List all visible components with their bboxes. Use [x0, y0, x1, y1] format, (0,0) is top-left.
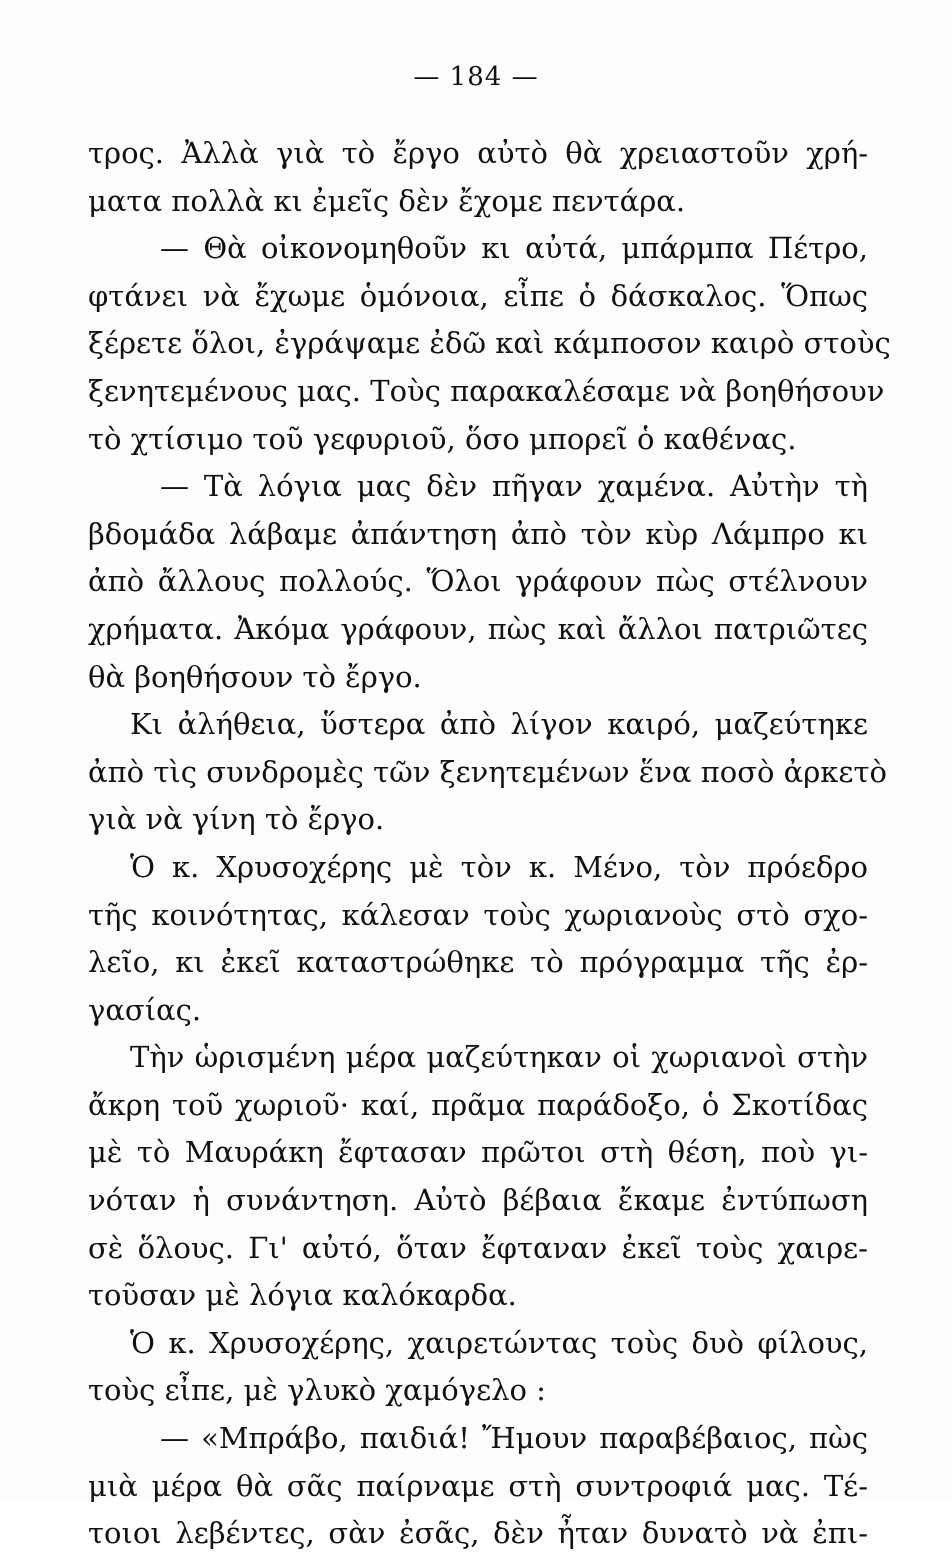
text-line: τὸ χτίσιμο τοῦ γεφυριοῦ, ὅσο μπορεῖ ὁ καθένας.	[88, 421, 797, 456]
text-line: φτάνει νὰ ἔχωμε ὁμόνοια, εἶπε ὁ δάσκαλος. Ὅπως	[88, 278, 868, 313]
text-line: ξέρετε ὅλοι, ἐγράψαμε ἐδῶ καὶ κάμποσον καιρὸ στοὺς	[88, 326, 891, 361]
text-line: γιὰ νὰ γίνη τὸ ἔργο.	[88, 802, 385, 837]
text-line: μιὰ μέρα θὰ σᾶς παίρναμε στὴ συντροφιά μας. Τέ-	[88, 1468, 868, 1503]
text-line: τοιοι λεβέντες, σὰν ἐσᾶς, δὲν ἦταν δυνατὸ νὰ ἐπι-	[88, 1516, 868, 1551]
text-line: Ὁ κ. Χρυσοχέρης, χαιρετώντας τοὺς δυὸ φίλους,	[130, 1325, 868, 1360]
text-line: — Θὰ οἰκονομηθοῦν κι αὐτά, μπάρμπα Πέτρο,	[160, 231, 868, 266]
text-line: ξενητεμένους μας. Τοὺς παρακαλέσαμε νὰ βοηθήσουν	[88, 373, 885, 408]
text-line: λεῖο, κι ἐκεῖ καταστρώθηκε τὸ πρόγραμμα τῆς ἐρ-	[88, 945, 868, 980]
text-line: σὲ ὅλους. Γι' αὐτό, ὅταν ἔφταναν ἐκεῖ τοὺς χαιρε-	[88, 1230, 868, 1265]
text-line: ματα πολλὰ κι ἐμεῖς δὲν ἔχομε πεντάρα.	[88, 183, 686, 218]
text-line: τῆς κοινότητας, κάλεσαν τοὺς χωριανοὺς στὸ σχο-	[88, 897, 868, 932]
text-line: Ὁ κ. Χρυσοχέρης μὲ τὸν κ. Μένο, τὸν πρόεδρο	[130, 849, 868, 884]
text-line: μὲ τὸ Μαυράκη ἔφτασαν πρῶτοι στὴ θέση, ποὺ γι-	[88, 1135, 868, 1170]
text-line: Τὴν ὡρισμένη μέρα μαζεύτηκαν οἱ χωριανοὶ στὴν	[130, 1040, 868, 1075]
text-line: ἄκρη τοῦ χωριοῦ· καί, πρᾶμα παράδοξο, ὁ Σκοτίδας	[88, 1087, 868, 1122]
text-line: βδομάδα λάβαμε ἀπάντηση ἀπὸ τὸν κὺρ Λάμπρο κι	[88, 516, 868, 551]
text-line: χρήματα. Ἀκόμα γράφουν, πὼς καὶ ἄλλοι πατριῶτες	[88, 611, 868, 646]
body-text	[88, 130, 891, 1558]
text-line: τοὺς εἶπε, μὲ γλυκὸ χαμόγελο :	[88, 1373, 546, 1408]
text-line: νόταν ἡ συνάντηση. Αὐτὸ βέβαια ἔκαμε ἐντύπωση	[88, 1183, 868, 1218]
text-line: γασίας.	[88, 992, 202, 1027]
text-line: — «Μπράβο, παιδιά! Ἤμουν παραβέβαιος, πὼς	[160, 1421, 868, 1456]
text-line: ἀπὸ τὶς συνδρομὲς τῶν ξενητεμένων ἕνα ποσὸ ἀρκετὸ	[88, 754, 887, 789]
text-line: θὰ βοηθήσουν τὸ ἔργο.	[88, 659, 422, 694]
page-number: — 184 —	[413, 62, 539, 92]
text-line: Κι ἀλήθεια, ὕστερα ἀπὸ λίγον καιρό, μαζεύτηκε	[130, 707, 868, 742]
text-line: τρος. Ἀλλὰ γιὰ τὸ ἔργο αὐτὸ θὰ χρειαστοῦν χρή-	[88, 136, 868, 170]
text-line: ἀπὸ ἄλλους πολλούς. Ὅλοι γράφουν πὼς στέλνουν	[88, 564, 868, 599]
text-line: — Τὰ λόγια μας δὲν πῆγαν χαμένα. Αὐτὴν τὴ	[160, 469, 868, 504]
text-line: τοῦσαν μὲ λόγια καλόκαρδα.	[88, 1278, 517, 1313]
